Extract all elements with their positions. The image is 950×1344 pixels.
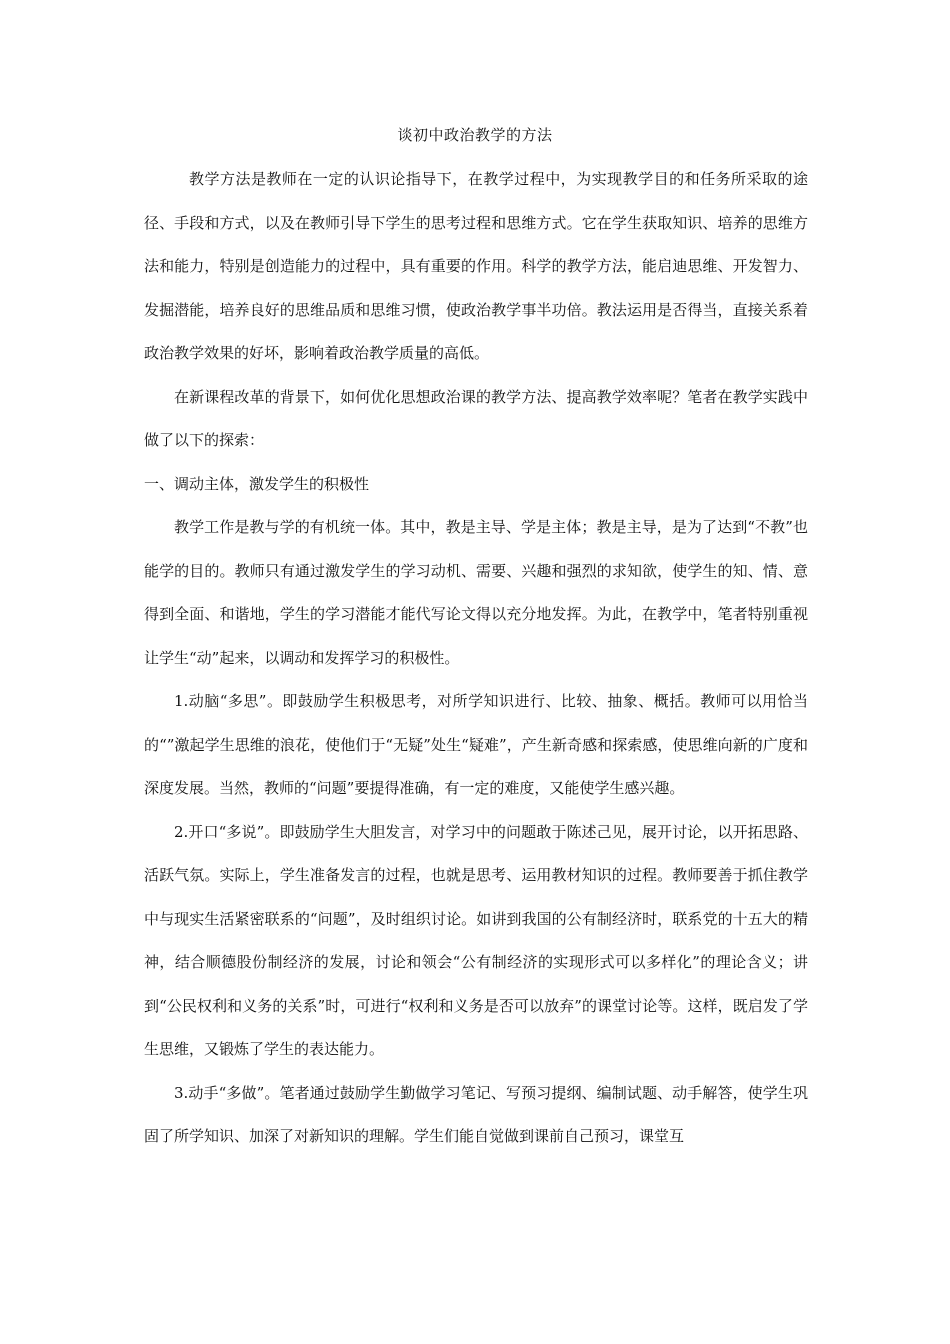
paragraph-background: 在新课程改革的背景下，如何优化思想政治课的教学方法、提高教学效率呢？笔者在教学实践中做了以下的探索： xyxy=(144,387,808,449)
paragraph-point-2: 2.开口“多说”。即鼓励学生大胆发言，对学习中的问题敢于陈述己见，展开讨论，以开拓思路、活跃气氛。实际上，学生准备发言的过程，也就是思考、运用教材知识的过程。教师要善于抓住教学中与现实生活紧密联系的“问题”，及时组织讨论。如讲到我国的公有制经济时，联系党的十五大的精神，结合顺德股份制经济的发展，讨论和领会“公有制经济的实现形式可以多样化”的理论含义；讲到“公民权利和义务的关系”时，可进行“权利和义务是否可以放弃”的课堂讨论等。这样，既启发了学生思维，又锻炼了学生的表达能力。 xyxy=(144,822,808,1058)
paragraph-point-3: 3.动手“多做”。笔者通过鼓励学生勤做学习笔记、写预习提纲、编制试题、动手解答，使学生巩固了所学知识、加深了对新知识的理解。学生们能自觉做到课前自己预习，课堂互 xyxy=(144,1083,808,1145)
document-title: 谈初中政治教学的方法 xyxy=(397,126,553,144)
paragraph-point-1: 1.动脑“多思”。即鼓励学生积极思考，对所学知识进行、比较、抽象、概括。教师可以用恰当的“”激起学生思维的浪花，使他们于“无疑”处生“疑难”，产生新奇感和探索感，使思维向新的广度和深度发展。当然，教师的“问题”要提得准确，有一定的难度，又能使学生感兴趣。 xyxy=(144,692,808,797)
section-heading-1: 一、调动主体，激发学生的积极性 xyxy=(144,474,370,493)
paragraph-teaching-unity: 教学工作是教与学的有机统一体。其中，教是主导、学是主体；教是主导，是为了达到“不教”也能学的目的。教师只有通过激发学生的学习动机、需要、兴趣和强烈的求知欲，使学生的知、情、意得到全面、和谐地，学生的学习潜能才能代写论文得以充分地发挥。为此，在教学中，笔者特别重视让学生“动”起来，以调动和发挥学习的积极性。 xyxy=(144,518,808,667)
document-body xyxy=(144,158,808,1159)
paragraph-intro: 教学方法是教师在一定的认识论指导下，在教学过程中，为实现教学目的和任务所采取的途径、手段和方式，以及在教师引导下学生的思考过程和思维方式。它在学生获取知识、培养的思维方法和能力，特别是创造能力的过程中，具有重要的作用。科学的教学方法，能启迪思维、开发智力、发掘潜能，培养良好的思维品质和思维习惯，使政治教学事半功倍。教法运用是否得当，直接关系着政治教学效果的好坏，影响着政治教学质量的高低。 xyxy=(144,170,808,362)
